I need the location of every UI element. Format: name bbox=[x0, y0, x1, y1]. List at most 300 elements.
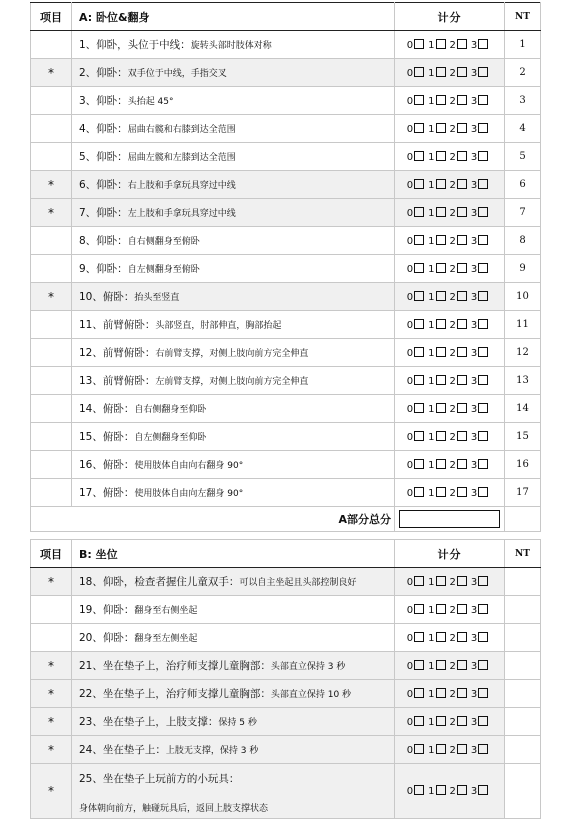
checkbox-icon[interactable] bbox=[478, 151, 488, 161]
checkbox-icon[interactable] bbox=[457, 347, 467, 357]
score-option[interactable] bbox=[471, 786, 490, 797]
score-option[interactable] bbox=[428, 460, 447, 471]
score-option[interactable] bbox=[428, 689, 447, 700]
score-option[interactable] bbox=[471, 320, 490, 331]
score-option[interactable] bbox=[407, 124, 426, 135]
score-option[interactable] bbox=[450, 124, 469, 135]
checkbox-icon[interactable] bbox=[436, 67, 446, 77]
checkbox-icon[interactable] bbox=[457, 632, 467, 642]
score-option[interactable] bbox=[471, 661, 490, 672]
checkbox-icon[interactable] bbox=[436, 123, 446, 133]
nt-number: 2 bbox=[519, 67, 526, 78]
nt-cell bbox=[505, 367, 541, 395]
item-lead: 1、仰卧，头位于中线： bbox=[79, 39, 191, 51]
checkbox-icon[interactable] bbox=[436, 459, 446, 469]
checkbox-icon[interactable] bbox=[436, 660, 446, 670]
score-option[interactable] bbox=[428, 717, 447, 728]
item-description bbox=[72, 199, 395, 227]
score-option[interactable] bbox=[428, 633, 447, 644]
score-option[interactable] bbox=[450, 432, 469, 443]
score-option[interactable] bbox=[407, 432, 426, 443]
item-lead: 22、坐在垫子上，治疗师支撑儿童胸部： bbox=[79, 688, 271, 700]
key-item-star: * bbox=[48, 177, 54, 192]
score-option[interactable] bbox=[450, 717, 469, 728]
section-total-cell bbox=[395, 507, 505, 532]
score-options bbox=[395, 59, 505, 87]
score-option[interactable] bbox=[471, 292, 490, 303]
score-option[interactable] bbox=[428, 376, 447, 387]
checkbox-icon[interactable] bbox=[436, 431, 446, 441]
score-value: 3 bbox=[470, 123, 478, 135]
score-value: 0 bbox=[406, 179, 414, 191]
score-value: 3 bbox=[470, 39, 478, 51]
score-value: 3 bbox=[470, 95, 478, 107]
score-option[interactable] bbox=[471, 605, 490, 616]
item-marker-cell bbox=[31, 568, 72, 596]
score-option[interactable] bbox=[450, 236, 469, 247]
checkbox-icon[interactable] bbox=[478, 459, 488, 469]
score-option[interactable] bbox=[407, 745, 426, 756]
score-options bbox=[395, 311, 505, 339]
checkbox-icon[interactable] bbox=[457, 67, 467, 77]
score-value: 2 bbox=[449, 151, 456, 163]
checkbox-icon[interactable] bbox=[457, 459, 467, 469]
score-option[interactable] bbox=[407, 488, 426, 499]
checkbox-icon[interactable] bbox=[457, 716, 467, 726]
checkbox-icon[interactable] bbox=[478, 487, 488, 497]
checkbox-icon[interactable] bbox=[414, 67, 424, 77]
score-option[interactable] bbox=[428, 292, 447, 303]
score-option[interactable] bbox=[471, 633, 490, 644]
score-option[interactable] bbox=[471, 152, 490, 163]
checkbox-icon[interactable] bbox=[414, 744, 424, 754]
checkbox-icon[interactable] bbox=[457, 403, 467, 413]
score-option[interactable] bbox=[471, 96, 490, 107]
score-value: 3 bbox=[470, 403, 478, 415]
checkbox-icon[interactable] bbox=[457, 179, 467, 189]
score-option[interactable] bbox=[407, 96, 426, 107]
checkbox-icon[interactable] bbox=[478, 347, 488, 357]
checkbox-icon[interactable] bbox=[478, 235, 488, 245]
checkbox-icon[interactable] bbox=[478, 403, 488, 413]
score-option[interactable] bbox=[407, 236, 426, 247]
score-option[interactable] bbox=[407, 404, 426, 415]
checkbox-icon[interactable] bbox=[436, 576, 446, 586]
score-option[interactable] bbox=[450, 460, 469, 471]
item-detail: 右上肢和手拿玩具穿过中线 bbox=[127, 181, 236, 191]
checkbox-icon[interactable] bbox=[478, 716, 488, 726]
score-option[interactable] bbox=[428, 488, 447, 499]
score-option[interactable] bbox=[450, 96, 469, 107]
checkbox-icon[interactable] bbox=[478, 576, 488, 586]
score-option[interactable] bbox=[450, 404, 469, 415]
score-value: 0 bbox=[406, 95, 414, 107]
score-option[interactable] bbox=[428, 264, 447, 275]
item-description bbox=[72, 708, 395, 736]
checkbox-icon[interactable] bbox=[414, 375, 424, 385]
checkbox-icon[interactable] bbox=[436, 487, 446, 497]
checkbox-icon[interactable] bbox=[436, 688, 446, 698]
score-option[interactable] bbox=[471, 208, 490, 219]
score-option[interactable] bbox=[450, 786, 469, 797]
nt-number: 4 bbox=[519, 123, 526, 134]
item-detail: 右前臂支撑，对侧上肢向前方完全伸直 bbox=[155, 349, 309, 359]
item-detail: 旋转头部时肢体对称 bbox=[190, 41, 272, 51]
checkbox-icon[interactable] bbox=[457, 487, 467, 497]
score-option[interactable] bbox=[450, 661, 469, 672]
score-option[interactable] bbox=[407, 376, 426, 387]
score-value: 3 bbox=[470, 179, 478, 191]
item-marker-cell bbox=[31, 596, 72, 624]
score-option[interactable] bbox=[407, 180, 426, 191]
checkbox-icon[interactable] bbox=[414, 95, 424, 105]
score-option[interactable] bbox=[450, 633, 469, 644]
score-value: 0 bbox=[406, 207, 414, 219]
checkbox-icon[interactable] bbox=[457, 660, 467, 670]
checkbox-icon[interactable] bbox=[414, 263, 424, 273]
checkbox-icon[interactable] bbox=[478, 319, 488, 329]
checkbox-icon[interactable] bbox=[457, 576, 467, 586]
score-option[interactable] bbox=[450, 40, 469, 51]
score-options bbox=[395, 199, 505, 227]
nt-cell bbox=[505, 227, 541, 255]
key-item-star: * bbox=[48, 686, 54, 701]
checkbox-icon[interactable] bbox=[457, 319, 467, 329]
item-row bbox=[31, 255, 541, 283]
score-options bbox=[395, 115, 505, 143]
score-value: 1 bbox=[428, 319, 435, 331]
score-value: 2 bbox=[449, 403, 456, 415]
score-value: 2 bbox=[449, 179, 456, 191]
item-row bbox=[31, 624, 541, 652]
item-lead: 3、仰卧： bbox=[79, 95, 128, 107]
item-description bbox=[72, 624, 395, 652]
nt-cell bbox=[505, 568, 541, 596]
checkbox-icon[interactable] bbox=[436, 632, 446, 642]
item-marker-cell bbox=[31, 423, 72, 451]
checkbox-icon[interactable] bbox=[436, 375, 446, 385]
score-option[interactable] bbox=[428, 236, 447, 247]
score-option[interactable] bbox=[471, 180, 490, 191]
nt-number: 13 bbox=[516, 375, 529, 386]
checkbox-icon[interactable] bbox=[414, 319, 424, 329]
score-option[interactable] bbox=[428, 180, 447, 191]
item-marker-cell bbox=[31, 395, 72, 423]
score-option[interactable] bbox=[471, 689, 490, 700]
score-value: 1 bbox=[428, 39, 435, 51]
score-option[interactable] bbox=[471, 717, 490, 728]
score-option[interactable] bbox=[450, 605, 469, 616]
checkbox-icon[interactable] bbox=[436, 785, 446, 795]
score-value: 0 bbox=[406, 632, 414, 644]
score-options bbox=[395, 708, 505, 736]
score-option[interactable] bbox=[428, 96, 447, 107]
score-option[interactable] bbox=[450, 320, 469, 331]
score-option[interactable] bbox=[428, 124, 447, 135]
score-value: 2 bbox=[449, 576, 456, 588]
checkbox-icon[interactable] bbox=[436, 207, 446, 217]
item-row bbox=[31, 339, 541, 367]
checkbox-icon[interactable] bbox=[457, 263, 467, 273]
checkbox-icon[interactable] bbox=[457, 291, 467, 301]
item-description bbox=[72, 423, 395, 451]
score-value: 1 bbox=[428, 375, 435, 387]
checkbox-icon[interactable] bbox=[436, 403, 446, 413]
item-detail: 保持 5 秒 bbox=[218, 718, 257, 728]
score-option[interactable] bbox=[450, 488, 469, 499]
score-value: 0 bbox=[406, 660, 414, 672]
score-value: 3 bbox=[470, 347, 478, 359]
item-detail: 头部竖直，肘部伸直，胸部抬起 bbox=[155, 321, 282, 331]
score-option[interactable] bbox=[428, 404, 447, 415]
checkbox-icon[interactable] bbox=[478, 291, 488, 301]
key-item-star: * bbox=[48, 714, 54, 729]
checkbox-icon[interactable] bbox=[414, 459, 424, 469]
checkbox-icon[interactable] bbox=[414, 688, 424, 698]
score-option[interactable] bbox=[471, 376, 490, 387]
checkbox-icon[interactable] bbox=[414, 235, 424, 245]
item-row bbox=[31, 199, 541, 227]
checkbox-icon[interactable] bbox=[478, 179, 488, 189]
score-value: 1 bbox=[428, 716, 435, 728]
score-option[interactable] bbox=[471, 404, 490, 415]
score-option[interactable] bbox=[450, 180, 469, 191]
item-detail: 自右侧翻身至俯卧 bbox=[127, 237, 200, 247]
checkbox-icon[interactable] bbox=[436, 347, 446, 357]
checkbox-icon[interactable] bbox=[457, 744, 467, 754]
score-option[interactable] bbox=[450, 745, 469, 756]
nt-number: 10 bbox=[516, 291, 529, 302]
checkbox-icon[interactable] bbox=[414, 576, 424, 586]
checkbox-icon[interactable] bbox=[478, 263, 488, 273]
checkbox-icon[interactable] bbox=[457, 95, 467, 105]
item-marker-cell bbox=[31, 311, 72, 339]
item-marker-cell bbox=[31, 764, 72, 819]
score-option[interactable] bbox=[471, 432, 490, 443]
score-option[interactable] bbox=[471, 40, 490, 51]
key-item-star: * bbox=[48, 658, 54, 673]
score-option[interactable] bbox=[428, 40, 447, 51]
checkbox-icon[interactable] bbox=[414, 785, 424, 795]
nt-cell bbox=[505, 143, 541, 171]
checkbox-icon[interactable] bbox=[478, 375, 488, 385]
checkbox-icon[interactable] bbox=[478, 431, 488, 441]
checkbox-icon[interactable] bbox=[436, 744, 446, 754]
score-options bbox=[395, 764, 505, 819]
score-value: 2 bbox=[449, 207, 456, 219]
score-option[interactable] bbox=[471, 236, 490, 247]
checkbox-icon[interactable] bbox=[457, 207, 467, 217]
score-option[interactable] bbox=[428, 786, 447, 797]
score-option[interactable] bbox=[428, 432, 447, 443]
checkbox-icon[interactable] bbox=[414, 660, 424, 670]
checkbox-icon[interactable] bbox=[436, 319, 446, 329]
checkbox-icon[interactable] bbox=[414, 151, 424, 161]
score-option[interactable] bbox=[407, 577, 426, 588]
score-option[interactable] bbox=[407, 717, 426, 728]
nt-number: 5 bbox=[519, 151, 526, 162]
checkbox-icon[interactable] bbox=[414, 403, 424, 413]
item-marker-cell bbox=[31, 143, 72, 171]
checkbox-icon[interactable] bbox=[457, 688, 467, 698]
score-option[interactable] bbox=[450, 292, 469, 303]
score-option[interactable] bbox=[471, 577, 490, 588]
section-total-input[interactable] bbox=[399, 510, 500, 528]
score-option[interactable] bbox=[428, 320, 447, 331]
checkbox-icon[interactable] bbox=[478, 123, 488, 133]
checkbox-icon[interactable] bbox=[478, 95, 488, 105]
item-row bbox=[31, 451, 541, 479]
item-column-header: 项目 bbox=[31, 3, 72, 31]
score-option[interactable] bbox=[450, 689, 469, 700]
checkbox-icon[interactable] bbox=[457, 39, 467, 49]
checkbox-icon[interactable] bbox=[457, 785, 467, 795]
item-marker-cell bbox=[31, 708, 72, 736]
checkbox-icon[interactable] bbox=[414, 207, 424, 217]
checkbox-icon[interactable] bbox=[457, 431, 467, 441]
checkbox-icon[interactable] bbox=[457, 151, 467, 161]
item-lead: 25、坐在垫子上玩前方的小玩具： bbox=[79, 772, 240, 785]
score-option[interactable] bbox=[471, 488, 490, 499]
score-option[interactable] bbox=[428, 745, 447, 756]
nt-number: 1 bbox=[519, 39, 526, 50]
score-option[interactable] bbox=[450, 376, 469, 387]
key-item-star: * bbox=[48, 784, 54, 798]
checkbox-icon[interactable] bbox=[414, 604, 424, 614]
checkbox-icon[interactable] bbox=[457, 235, 467, 245]
score-option[interactable] bbox=[407, 348, 426, 359]
item-detail: 翻身至右侧坐起 bbox=[134, 606, 198, 616]
score-option[interactable] bbox=[428, 348, 447, 359]
checkbox-icon[interactable] bbox=[478, 785, 488, 795]
score-option[interactable] bbox=[450, 68, 469, 79]
score-option[interactable] bbox=[407, 264, 426, 275]
checkbox-icon[interactable] bbox=[414, 632, 424, 642]
checkbox-icon[interactable] bbox=[478, 67, 488, 77]
checkbox-icon[interactable] bbox=[478, 744, 488, 754]
nt-cell bbox=[505, 199, 541, 227]
score-value: 3 bbox=[470, 576, 478, 588]
item-description bbox=[72, 283, 395, 311]
nt-cell bbox=[505, 395, 541, 423]
score-option[interactable] bbox=[471, 348, 490, 359]
item-lead: 13、前臂俯卧： bbox=[79, 375, 156, 387]
score-option[interactable] bbox=[407, 661, 426, 672]
checkbox-icon[interactable] bbox=[414, 487, 424, 497]
checkbox-icon[interactable] bbox=[457, 123, 467, 133]
checkbox-icon[interactable] bbox=[457, 375, 467, 385]
score-value: 2 bbox=[449, 347, 456, 359]
checkbox-icon[interactable] bbox=[436, 291, 446, 301]
score-option[interactable] bbox=[407, 786, 426, 797]
checkbox-icon[interactable] bbox=[478, 604, 488, 614]
score-column-header: 计分 bbox=[395, 540, 505, 568]
score-option[interactable] bbox=[428, 152, 447, 163]
score-table-body bbox=[31, 3, 541, 819]
item-row bbox=[31, 479, 541, 507]
score-option[interactable] bbox=[407, 320, 426, 331]
checkbox-icon[interactable] bbox=[436, 151, 446, 161]
checkbox-icon[interactable] bbox=[414, 431, 424, 441]
score-value: 2 bbox=[449, 319, 456, 331]
score-options bbox=[395, 31, 505, 59]
score-option[interactable] bbox=[450, 577, 469, 588]
score-option[interactable] bbox=[428, 605, 447, 616]
checkbox-icon[interactable] bbox=[414, 291, 424, 301]
score-option[interactable] bbox=[407, 633, 426, 644]
score-value: 2 bbox=[449, 431, 456, 443]
checkbox-icon[interactable] bbox=[478, 207, 488, 217]
nt-number: 7 bbox=[519, 207, 526, 218]
checkbox-icon[interactable] bbox=[478, 632, 488, 642]
total-nt-cell bbox=[505, 507, 541, 532]
score-option[interactable] bbox=[407, 292, 426, 303]
checkbox-icon[interactable] bbox=[414, 179, 424, 189]
checkbox-icon[interactable] bbox=[414, 123, 424, 133]
checkbox-icon[interactable] bbox=[478, 688, 488, 698]
score-value: 3 bbox=[470, 67, 478, 79]
item-row bbox=[31, 680, 541, 708]
score-option[interactable] bbox=[407, 40, 426, 51]
score-option[interactable] bbox=[471, 124, 490, 135]
score-option[interactable] bbox=[407, 208, 426, 219]
checkbox-icon[interactable] bbox=[436, 263, 446, 273]
score-option[interactable] bbox=[471, 68, 490, 79]
score-value: 1 bbox=[428, 744, 435, 756]
checkbox-icon[interactable] bbox=[436, 604, 446, 614]
score-option[interactable] bbox=[471, 460, 490, 471]
checkbox-icon[interactable] bbox=[414, 716, 424, 726]
score-option[interactable] bbox=[407, 460, 426, 471]
checkbox-icon[interactable] bbox=[478, 39, 488, 49]
checkbox-icon[interactable] bbox=[436, 235, 446, 245]
score-option[interactable] bbox=[407, 68, 426, 79]
score-option[interactable] bbox=[471, 745, 490, 756]
item-row bbox=[31, 87, 541, 115]
item-detail: 左前臂支撑，对侧上肢向前方完全伸直 bbox=[155, 377, 309, 387]
score-value: 0 bbox=[406, 688, 414, 700]
item-lead: 4、仰卧： bbox=[79, 123, 128, 135]
score-option[interactable] bbox=[428, 68, 447, 79]
checkbox-icon[interactable] bbox=[457, 604, 467, 614]
score-options bbox=[395, 339, 505, 367]
score-option[interactable] bbox=[450, 264, 469, 275]
nt-cell bbox=[505, 423, 541, 451]
checkbox-icon[interactable] bbox=[436, 716, 446, 726]
score-option[interactable] bbox=[428, 577, 447, 588]
item-row bbox=[31, 143, 541, 171]
score-option[interactable] bbox=[407, 152, 426, 163]
score-option[interactable] bbox=[428, 208, 447, 219]
item-lead: 11、前臂俯卧： bbox=[79, 319, 156, 331]
checkbox-icon[interactable] bbox=[436, 39, 446, 49]
score-value: 2 bbox=[449, 235, 456, 247]
checkbox-icon[interactable] bbox=[478, 660, 488, 670]
score-option[interactable] bbox=[407, 689, 426, 700]
score-value: 0 bbox=[406, 403, 414, 415]
item-lead: 8、仰卧： bbox=[79, 235, 128, 247]
checkbox-icon[interactable] bbox=[414, 347, 424, 357]
checkbox-icon[interactable] bbox=[436, 179, 446, 189]
score-option[interactable] bbox=[471, 264, 490, 275]
score-option[interactable] bbox=[428, 661, 447, 672]
score-option[interactable] bbox=[407, 605, 426, 616]
score-option[interactable] bbox=[450, 208, 469, 219]
checkbox-icon[interactable] bbox=[414, 39, 424, 49]
score-option[interactable] bbox=[450, 348, 469, 359]
checkbox-icon[interactable] bbox=[436, 95, 446, 105]
score-option[interactable] bbox=[450, 152, 469, 163]
